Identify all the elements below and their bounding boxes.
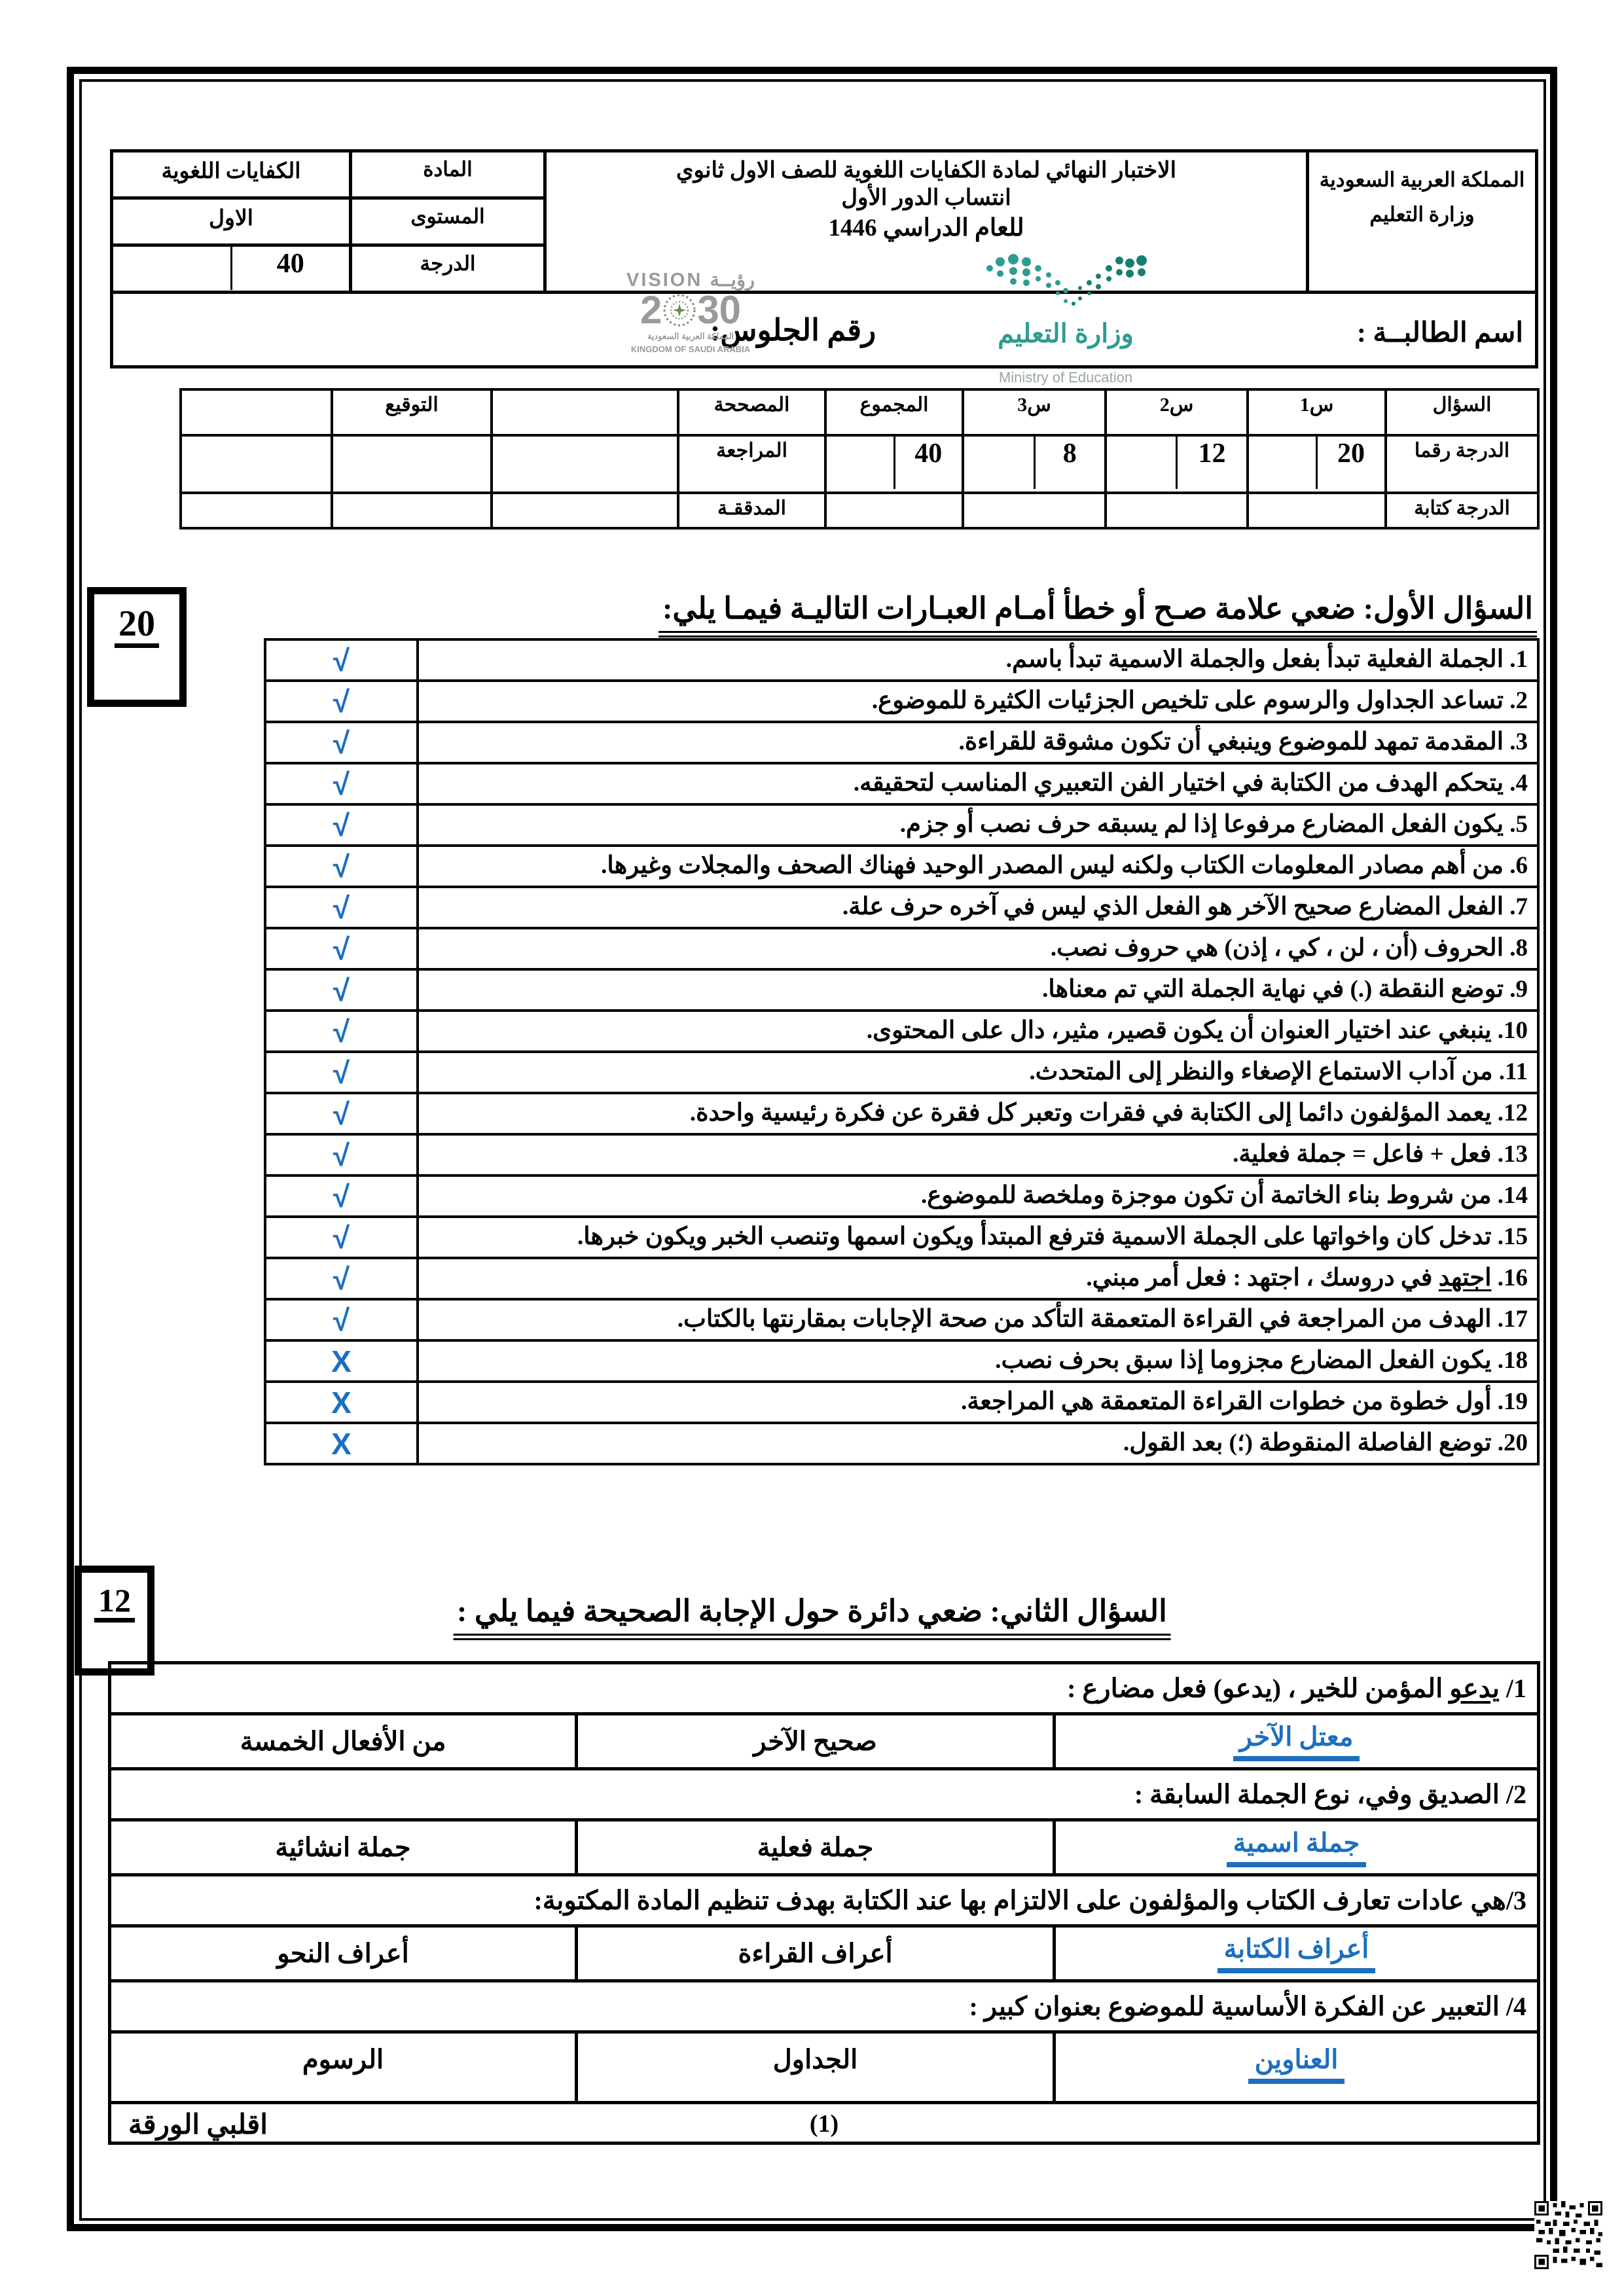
answer-mark: √	[333, 1302, 350, 1337]
statement-cell	[418, 639, 1538, 681]
statement-text: توضع الفاصلة المنقوطة (؛) بعد القول.	[1123, 1429, 1492, 1457]
statement-cell	[418, 1093, 1538, 1134]
answer-mark: X	[331, 1385, 352, 1420]
answer-mark: √	[333, 1138, 350, 1172]
answer-mark: √	[333, 1261, 350, 1296]
q1-row	[265, 887, 1538, 928]
statement-text: يكون الفعل المضارع مجزوما إذا سبق بحرف نصب.	[995, 1347, 1492, 1374]
answer-cell	[265, 1258, 418, 1299]
grades-empty-cell	[492, 389, 678, 435]
statement-cell	[418, 969, 1538, 1011]
answer-mark: √	[333, 684, 350, 719]
answer-cell	[265, 804, 418, 846]
page-number: (1)	[809, 2110, 839, 2138]
q1-row	[265, 804, 1538, 846]
q1-row	[265, 1299, 1538, 1340]
answer-mark: X	[331, 1426, 352, 1461]
q1-row	[265, 722, 1538, 763]
statement-text: من آداب الاستماع الإصغاء والنظر إلى المتحدث.	[1029, 1058, 1493, 1086]
statement-number: 4.	[1509, 770, 1528, 797]
statement-number: 6.	[1509, 852, 1528, 880]
grades-empty-cell	[181, 389, 332, 435]
q2-table-body	[110, 1663, 1539, 2103]
q1-row	[265, 1382, 1538, 1423]
statement-text: الفعل المضارع صحيح الآخر هو الفعل الذي ليس في آخره حرف علة.	[842, 893, 1504, 921]
statement-cell	[418, 1175, 1538, 1217]
score-s3-cell: 8	[963, 435, 1106, 493]
vision-ksa-caption: المملكة العربية السعودية KINGDOM OF SAUDI ARABIA	[630, 331, 751, 354]
statement-text: الحروف (أن ، لن ، كي ، إذن) هي حروف نصب.	[1050, 935, 1504, 962]
q2-question-text: 3/هي عادات تعارف الكتاب والمؤلفون على الالتزام بها عند الكتابة بهدف تنظيم المادة المكتوبة:	[110, 1875, 1539, 1926]
statement-number: 12.	[1497, 1100, 1528, 1127]
kingdom-line2: وزارة التعليم	[1369, 202, 1475, 226]
q2-option: من الأفعال الخمسة	[110, 1714, 577, 1769]
statement-number: 9.	[1509, 976, 1528, 1003]
exam-title-line2: انتساب الدور الأول	[841, 186, 1011, 210]
q1-row	[265, 1093, 1538, 1134]
statement-cell	[418, 1134, 1538, 1175]
statement-text: تدخل كان واخواتها على الجملة الاسمية فترفع المبتدأ ويكون اسمها وتنصب الخبر ويكون خبرها.	[577, 1223, 1492, 1251]
level-label: المستوى	[351, 198, 545, 245]
q1-row	[265, 1011, 1538, 1052]
answer-cell	[265, 846, 418, 887]
flip-page-label: اقلبي الورقة	[128, 2110, 268, 2140]
vision-wordmark	[592, 268, 789, 291]
statement-text: من شروط بناء الخاتمة أن تكون موجزة وملخصة للموضوع.	[920, 1182, 1492, 1210]
score-total-cell: 40	[825, 435, 963, 493]
statement-text: أول خطوة من خطوات القراءة المتعمقة هي المراجعة.	[961, 1388, 1492, 1416]
statement-cell	[418, 887, 1538, 928]
grade-blank-cell	[113, 247, 230, 290]
answer-mark: √	[333, 973, 350, 1007]
statement-cell	[418, 1011, 1538, 1052]
answer-mark: √	[333, 849, 350, 884]
answer-mark: √	[333, 1014, 350, 1049]
q1-score: 20	[115, 605, 159, 648]
answer-mark: √	[333, 1055, 350, 1090]
vision-en-text: VISION	[626, 270, 703, 291]
q2-heading: السؤال الثاني: ضعي دائرة حول الإجابة الصحيحة فيما يلي :	[453, 1593, 1171, 1640]
q2-table	[108, 1661, 1540, 2145]
subject-value: الكفايات اللغوية	[112, 151, 351, 198]
statement-cell	[418, 1258, 1538, 1299]
statement-number: 15.	[1497, 1223, 1528, 1251]
answer-mark: √	[333, 1220, 350, 1255]
statement-text: من أهم مصادر المعلومات الكتاب ولكنه ليس المصدر الوحيد فهناك الصحف والمجلات وغيرها.	[601, 852, 1504, 880]
statement-text: فعل + فاعل = جملة فعلية.	[1233, 1141, 1492, 1168]
statement-number: 3.	[1509, 728, 1528, 756]
answer-mark: X	[331, 1344, 352, 1378]
grades-col-s2: س2	[1106, 389, 1248, 435]
statement-number: 16.	[1497, 1265, 1528, 1292]
answer-mark: √	[333, 890, 350, 925]
q2-option: جملة اسمية	[1055, 1820, 1539, 1875]
statement-cell	[418, 1382, 1538, 1423]
q2-option: معتل الآخر	[1055, 1714, 1539, 1769]
q1-row	[265, 639, 1538, 681]
q1-score-box	[87, 587, 187, 707]
q1-row	[265, 1258, 1538, 1299]
grades-empty-cell	[825, 493, 963, 528]
grades-col-total: المجموع	[825, 389, 963, 435]
grade-value-cell	[112, 245, 351, 293]
q1-table	[264, 638, 1540, 1465]
statement-number: 17.	[1497, 1306, 1528, 1333]
grades-col-question: السؤال	[1386, 389, 1538, 435]
statement-cell	[418, 1423, 1538, 1464]
answer-mark: √	[333, 643, 350, 677]
statement-text: الهدف من المراجعة في القراءة المتعمقة التأكد من صحة الإجابات بمقارنتها بالكتاب.	[677, 1306, 1492, 1333]
statement-cell	[418, 846, 1538, 887]
answer-cell	[265, 722, 418, 763]
q1-row	[265, 1134, 1538, 1175]
q1-row	[265, 1217, 1538, 1258]
grades-empty-cell	[492, 435, 678, 493]
statement-cell	[418, 681, 1538, 722]
q1-row	[265, 1052, 1538, 1093]
statement-text: توضع النقطة (.) في نهاية الجملة التي تم معناها.	[1042, 976, 1504, 1003]
grades-empty-cell	[1248, 493, 1386, 528]
grades-checker-label: المدققـة	[678, 493, 825, 528]
grades-empty-cell	[181, 435, 332, 493]
answer-mark: √	[333, 766, 350, 801]
statement-text: الجملة الفعلية تبدأ بفعل والجملة الاسمية تبدأ باسم.	[1005, 646, 1504, 673]
q1-row	[265, 681, 1538, 722]
q2-option: جملة انشائية	[110, 1820, 577, 1875]
statement-number: 18.	[1497, 1347, 1528, 1374]
grades-empty-cell	[963, 493, 1106, 528]
q2-question-text: 2/ الصديق وفي، نوع الجملة السابقة :	[110, 1769, 1539, 1820]
statement-cell	[418, 763, 1538, 804]
subject-label: المادة	[351, 151, 545, 198]
statement-number: 1.	[1509, 646, 1528, 673]
grades-empty-cell	[332, 493, 492, 528]
grades-col-s1: س1	[1248, 389, 1386, 435]
ksa-emblem-icon	[662, 293, 696, 327]
answer-cell	[265, 1299, 418, 1340]
answer-cell	[265, 681, 418, 722]
statement-cell	[418, 1340, 1538, 1382]
statement-number: 20.	[1497, 1429, 1528, 1457]
statement-cell	[418, 928, 1538, 969]
answer-mark: √	[333, 1096, 350, 1131]
q2-score: 12	[94, 1583, 135, 1623]
q1-row	[265, 1423, 1538, 1464]
answer-cell	[265, 1134, 418, 1175]
moe-dots-icon	[981, 254, 1151, 317]
grades-written-label: الدرجة كتابة	[1386, 493, 1538, 528]
statement-number: 7.	[1509, 893, 1528, 921]
answer-cell	[265, 887, 418, 928]
statement-text: المقدمة تمهد للموضوع وينبغي أن تكون مشوقة للقراءة.	[958, 728, 1504, 756]
moe-name-arabic: وزارة التعليم	[998, 319, 1134, 348]
grades-summary-table	[179, 388, 1540, 529]
answer-cell	[265, 1340, 418, 1382]
grades-empty-cell	[1106, 493, 1248, 528]
q1-row	[265, 928, 1538, 969]
student-info-row	[112, 288, 1537, 367]
q2-question-text: 4/ التعبير عن الفكرة الأساسية للموضوع بعنوان كبير :	[110, 1981, 1539, 2032]
answer-cell	[265, 639, 418, 681]
grades-numeric-label: الدرجة رقما	[1386, 435, 1538, 493]
q2-options-row	[110, 1926, 1539, 1981]
grades-empty-cell	[492, 493, 678, 528]
answer-cell	[265, 1052, 418, 1093]
answer-cell	[265, 1217, 418, 1258]
grades-col-s3: س3	[963, 389, 1106, 435]
statement-number: 14.	[1497, 1182, 1528, 1210]
score-s1-cell: 20	[1248, 435, 1386, 493]
q2-score-box	[75, 1566, 154, 1676]
answer-cell	[265, 1011, 418, 1052]
statement-number: 19.	[1497, 1388, 1528, 1416]
q1-row	[265, 763, 1538, 804]
q1-row	[265, 1340, 1538, 1382]
q1-row	[265, 846, 1538, 887]
grades-col-corrector: المصححة	[678, 389, 825, 435]
q2-question-row	[110, 1981, 1539, 2032]
footer-row	[110, 2103, 1539, 2144]
answer-cell	[265, 1093, 418, 1134]
q1-heading: السؤال الأول: ضعي علامة صـح أو خطأ أمـام العبـارات التاليـة فيمـا يلي:	[659, 590, 1537, 637]
q2-options-row	[110, 2032, 1539, 2103]
statement-number: 13.	[1497, 1141, 1528, 1168]
q2-option: أعراف النحو	[110, 1926, 577, 1981]
q2-question-row	[110, 1663, 1539, 1714]
ministry-of-education-logo	[974, 254, 1157, 349]
grades-reviewer-label: المراجعة	[678, 435, 825, 493]
answer-cell	[265, 763, 418, 804]
vision-2030-year: 2 30	[640, 288, 742, 332]
answer-mark: √	[333, 1179, 350, 1213]
statement-cell	[418, 1299, 1538, 1340]
answer-mark: √	[333, 808, 350, 842]
answer-cell	[265, 969, 418, 1011]
student-name-label: اسم الطالبــة :	[1356, 318, 1523, 348]
header-table	[110, 149, 1538, 368]
statement-text: يتحكم الهدف من الكتابة في اختيار الفن التعبيري المناسب لتحقيقه.	[853, 770, 1504, 797]
statement-cell	[418, 804, 1538, 846]
q2-question-row	[110, 1875, 1539, 1926]
grade-value: 40	[230, 247, 350, 290]
answer-cell	[265, 1175, 418, 1217]
answer-cell	[265, 928, 418, 969]
statement-text: يكون الفعل المضارع مرفوعا إذا لم يسبقه حرف نصب أو جزم.	[899, 811, 1504, 838]
q2-option: الجداول	[577, 2032, 1055, 2103]
statement-text: اجتهد في دروسك ، اجتهد : فعل أمر مبني.	[1086, 1265, 1492, 1292]
q2-options-row	[110, 1820, 1539, 1875]
q1-row	[265, 1175, 1538, 1217]
answer-cell	[265, 1423, 418, 1464]
statement-text: تساعد الجداول والرسوم على تلخيص الجزئيات الكثيرة للموضوع.	[871, 687, 1504, 715]
q2-option: العناوين	[1055, 2032, 1539, 2103]
footer-cell	[110, 2103, 1539, 2144]
statement-text: ينبغي عند اختيار العنوان أن يكون قصير، مثير، دال على المحتوى.	[866, 1017, 1492, 1045]
qr-code	[1534, 2197, 1602, 2274]
answer-mark: √	[333, 725, 350, 760]
q2-options-row	[110, 1714, 1539, 1769]
statement-number: 8.	[1509, 935, 1528, 962]
statement-cell	[418, 1052, 1538, 1093]
grades-empty-cell	[181, 493, 332, 528]
q1-row	[265, 969, 1538, 1011]
statement-number: 5.	[1509, 811, 1528, 838]
kingdom-block	[1308, 151, 1537, 293]
q2-option: جملة فعلية	[577, 1820, 1055, 1875]
score-s2-cell: 12	[1106, 435, 1248, 493]
q2-question-text: 1/ يدعو المؤمن للخير ، (يدعو) فعل مضارع :	[110, 1663, 1539, 1714]
statement-text: يعمد المؤلفون دائما إلى الكتابة في فقرات وتعبر كل فقرة عن فكرة رئيسية واحدة.	[689, 1100, 1492, 1127]
exam-title-line1: الاختبار النهائي لمادة الكفايات اللغوية للصف الاول ثانوي	[676, 158, 1177, 183]
answer-cell	[265, 1382, 418, 1423]
q2-option: الرسوم	[110, 2032, 577, 2103]
q2-option: صحيح الآخر	[577, 1714, 1055, 1769]
vision-2030-logo	[592, 268, 789, 355]
statement-number: 2.	[1509, 687, 1528, 715]
moe-name-english: Ministry of Education	[998, 369, 1133, 386]
grades-empty-cell	[332, 435, 492, 493]
q1-table-body	[265, 639, 1538, 1464]
vision-ar-text: رؤيــة	[710, 270, 755, 291]
kingdom-line1: المملكة العربية السعودية	[1319, 168, 1525, 191]
exam-title-line3: للعام الدراسي 1446	[828, 215, 1024, 242]
statement-cell	[418, 722, 1538, 763]
q2-option: أعراف الكتابة	[1055, 1926, 1539, 1981]
statement-number: 10.	[1497, 1017, 1528, 1045]
grade-label: الدرجة	[351, 245, 545, 293]
level-value: الاول	[112, 198, 351, 245]
statement-number: 11.	[1498, 1058, 1528, 1086]
statement-cell	[418, 1217, 1538, 1258]
grades-col-signature: التوقيع	[332, 389, 492, 435]
seat-number-label: رقم الجلوس:	[710, 314, 876, 347]
answer-mark: √	[333, 931, 350, 966]
q2-option: أعراف القراءة	[577, 1926, 1055, 1981]
q2-question-row	[110, 1769, 1539, 1820]
